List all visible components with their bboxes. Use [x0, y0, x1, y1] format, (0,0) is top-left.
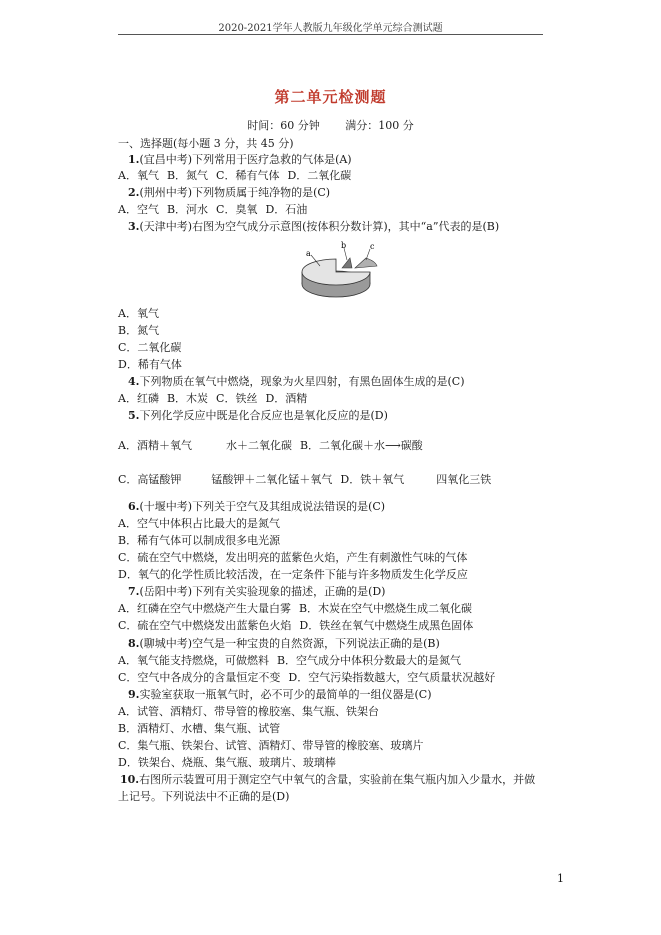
question-8-line-2 — [118, 670, 495, 685]
question-stem: (天津中考)右图为空气成分示意图(按体积分数计算)，其中“a”代表的是(B) — [139, 220, 500, 233]
option-c-products: 锰酸钾＋二氧化锰＋氧气 — [211, 473, 333, 486]
option-d: D．空气污染指数越大，空气质量状况越好 — [288, 671, 496, 684]
option-b: B．酒精灯、水槽、集气瓶、试管 — [118, 722, 281, 735]
exam-meta — [0, 117, 661, 133]
option-a-products: 水＋二氧化碳 — [225, 439, 292, 452]
question-8 — [128, 636, 440, 651]
question-9 — [128, 687, 431, 702]
question-4 — [128, 374, 464, 389]
question-stem: 实验室获取一瓶氧气时，必不可少的最简单的一组仪器是(C) — [139, 688, 432, 701]
pie-label-b: b — [341, 241, 347, 250]
question-7-line-1 — [118, 601, 472, 616]
question-number: 8. — [128, 637, 140, 650]
question-6 — [128, 499, 385, 514]
option-b: B．空气成分中体积分数最大的是氮气 — [276, 654, 462, 667]
question-7 — [128, 584, 385, 599]
option-d: D．铁丝在氧气中燃烧生成黑色固体 — [299, 619, 474, 632]
pie-slice-a — [302, 259, 370, 285]
option-a: A．红磷在空气中燃烧产生大量白雾 — [118, 602, 291, 615]
question-5-line-2 — [118, 472, 491, 487]
question-number: 1. — [128, 153, 140, 166]
option-d: D．铁架台、烧瓶、集气瓶、玻璃片、玻璃棒 — [118, 756, 336, 769]
question-number: 7. — [128, 585, 140, 598]
question-stem: (十堰中考)下列关于空气及其组成说法错误的是(C) — [139, 500, 386, 513]
page-number: 1 — [557, 872, 564, 885]
question-stem: 下列物质在氧气中燃烧，现象为火星四射，有黑色固体生成的是(C) — [139, 375, 465, 388]
exam-score: 满分：100 分 — [345, 119, 414, 132]
option-c: C．集气瓶、铁架台、试管、酒精灯、带导管的橡胶塞、玻璃片 — [118, 739, 424, 752]
option-b: B．二氧化碳＋水⟶碳酸 — [299, 439, 423, 452]
question-number: 9. — [128, 688, 140, 701]
pie-label-c: c — [370, 242, 375, 251]
question-number: 3. — [128, 220, 140, 233]
section-heading: 一、选择题(每小题 3 分，共 45 分) — [118, 137, 294, 150]
option-d-reactants: D．铁＋氧气 — [340, 473, 405, 486]
option-b: B．木炭在空气中燃烧生成二氧化碳 — [298, 602, 473, 615]
option-c: C．空气中各成分的含量恒定不变 — [118, 671, 281, 684]
option-a: A．红磷 — [118, 392, 159, 405]
question-stem: (岳阳中考)下列有关实验现象的描述，正确的是(D) — [139, 585, 386, 598]
question-number: 6. — [128, 500, 140, 513]
question-7-line-2 — [118, 618, 473, 633]
option-d-products: 四氧化三铁 — [436, 473, 492, 486]
air-composition-pie-figure — [300, 240, 382, 302]
option-b: B．木炭 — [166, 392, 209, 405]
question-10-continued: 上记号。下列说法中不正确的是(D) — [118, 790, 290, 803]
option-a: A．试管、酒精灯、带导管的橡胶塞、集气瓶、铁架台 — [118, 705, 379, 718]
option-a: A．氧气 — [118, 169, 159, 182]
question-4-options — [118, 391, 307, 406]
question-8-line-1 — [118, 653, 461, 668]
question-1-options — [118, 168, 351, 183]
option-a: A．空气中体积占比最大的是氮气 — [118, 517, 280, 530]
running-header: 2020-2021学年人教版九年级化学单元综合测试题 — [218, 23, 443, 34]
option-b: B．氮气 — [118, 324, 160, 337]
question-10 — [120, 772, 535, 787]
pie-label-a: a — [306, 249, 311, 258]
option-c: C．硫在空气中燃烧，发出明亮的蓝紫色火焰，产生有刺激性气味的气体 — [118, 551, 468, 564]
option-b: B．氮气 — [166, 169, 209, 182]
question-2-options — [118, 202, 307, 217]
question-number: 2. — [128, 186, 140, 199]
option-d: D．稀有气体 — [118, 358, 182, 371]
question-number: 4. — [128, 375, 140, 388]
exam-time: 时间：60 分钟 — [247, 119, 320, 132]
option-c: C．臭氧 — [216, 203, 258, 216]
question-stem: (宜昌中考)下列常用于医疗急救的气体是(A) — [139, 153, 352, 166]
option-d: D．石油 — [265, 203, 308, 216]
option-d: D．氧气的化学性质比较活泼，在一定条件下能与许多物质发生化学反应 — [118, 568, 468, 581]
question-stem: (荆州中考)下列物质属于纯净物的是(C) — [139, 186, 331, 199]
question-stem: 右图所示装置可用于测定空气中氧气的含量，实验前在集气瓶内加入少量水，并做 — [139, 773, 536, 786]
question-5 — [128, 408, 388, 423]
option-d: D．二氧化碳 — [287, 169, 352, 182]
option-a: A．氧气能支持燃烧，可做燃料 — [118, 654, 269, 667]
option-a: A．氧气 — [118, 307, 159, 320]
option-c: C．铁丝 — [216, 392, 258, 405]
option-a: A．空气 — [118, 203, 159, 216]
option-d: D．酒精 — [265, 392, 308, 405]
option-b: B．稀有气体可以制成很多电光源 — [118, 534, 281, 547]
question-number: 5. — [128, 409, 140, 422]
question-5-line-1 — [118, 438, 423, 453]
option-c: C．二氧化碳 — [118, 341, 182, 354]
question-number: 10. — [120, 773, 140, 786]
question-stem: (聊城中考)空气是一种宝贵的自然资源，下列说法正确的是(B) — [139, 637, 440, 650]
option-b: B．河水 — [166, 203, 209, 216]
page-title: 第二单元检测题 — [274, 88, 387, 106]
question-stem: 下列化学反应中既是化合反应也是氧化反应的是(D) — [139, 409, 388, 422]
question-1 — [128, 152, 352, 167]
option-c-reactants: C．高锰酸钾 — [118, 473, 182, 486]
header-rule — [118, 34, 543, 35]
option-c: C．稀有气体 — [216, 169, 280, 182]
question-2 — [128, 185, 330, 200]
option-c: C．硫在空气中燃烧发出蓝紫色火焰 — [118, 619, 292, 632]
option-a-reactants: A．酒精＋氧气 — [118, 439, 192, 452]
question-3 — [128, 219, 499, 234]
